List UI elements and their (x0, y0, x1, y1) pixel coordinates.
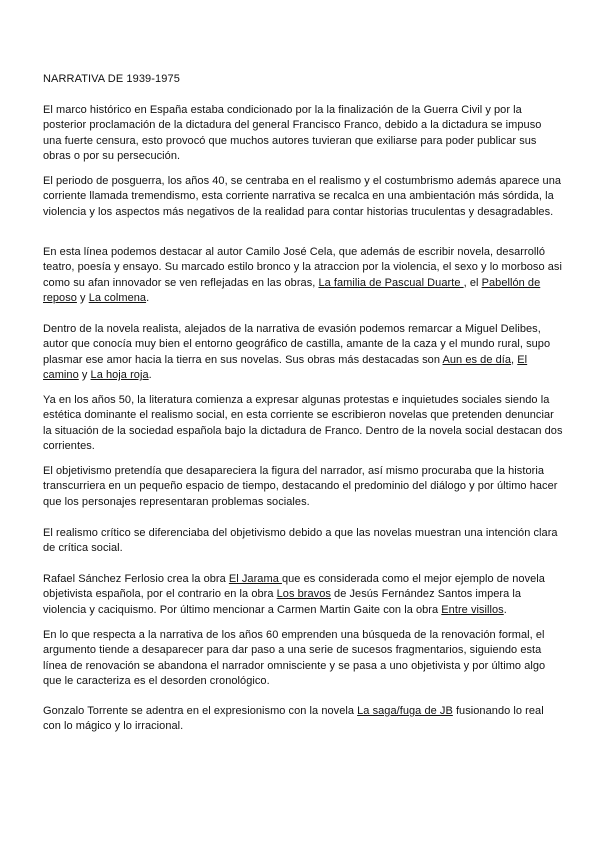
paragraph-text: . (148, 369, 152, 382)
work-title: Aun es de día (442, 353, 512, 366)
paragraph-text: Ya en los años 50, la literatura comienza a expresar algunas protestas e inquietudes sociales siendo la estética dominante el realismo social, en esta corriente se escribieron novelas que pretenden denunciar la situación de la sociedad española bajo la dictadura de Franco. Dentro de la novela social destacan dos corrientes. (43, 394, 563, 453)
paragraph-text: En esta línea podemos destacar al autor Camilo José Cela, que además de escribir novela, desarrolló teatro, poesía y ensayo. Su marcado estilo bronco y la atraccion por la violencia, el sexo y lo morboso asi como su afan innovador se ven reflejadas en las obras, (43, 246, 562, 289)
paragraph-text: El marco histórico en España estaba condicionado por la la finalización de la Guerra Civil y por la posterior proclamación de la dictadura del general Francisco Franco, debido a la dictadura se impuso una fuerte censura, esto provocó que muchos autores tuvieran que exiliarse para poder publicar sus obras o por su persecución. (43, 104, 542, 163)
paragraph-text: y (78, 369, 91, 382)
work-title: Los bravos (276, 588, 331, 601)
paragraph-text: Dentro de la novela realista, alejados de la narrativa de evasión podemos remarcar a Miguel Delibes, autor que conocía muy bien el entorno geográfico de castilla, amante de la caza y el mundo rural, supo plasmar ese amor hacia la tierra en sus novelas. Sus obras más destacadas son (43, 323, 551, 366)
paragraph-text: Gonzalo Torrente se adentra en el expresionismo con la novela (43, 705, 358, 717)
work-title: La saga/fuga de JB (357, 705, 453, 717)
paragraph (43, 572, 563, 618)
paragraph (43, 103, 563, 165)
paragraph (43, 322, 563, 384)
paragraph-text: . (146, 292, 150, 305)
paragraph-text: y (76, 292, 89, 305)
paragraph-text: , (511, 353, 518, 366)
paragraph-text: En lo que respecta a la narrativa de los años 60 emprenden una búsqueda de la renovación formal, el argumento tiende a desaparecer para dar paso a una serie de sucesos fragmentarios, siguiendo esta línea de renovación se abandona el narrador omnisciente y se pasa a uno objetivista y por último algo que le caracteriza es el desorden cronológico. (43, 629, 546, 688)
paragraph (43, 704, 563, 735)
work-title: La hoja roja (90, 369, 149, 382)
paragraph-text: que es considerada como el mejor ejemplo de novela objetivista española, por el contrario en la obra (43, 573, 545, 601)
paragraph-text: fusionando lo real con lo mágico y lo irracional. (43, 705, 544, 733)
paragraph-text: . (503, 603, 507, 616)
paragraph-text: El objetivismo pretendía que desapareciera la figura del narrador, así mismo procuraba que la historia transcurriera en un pequeño espacio de tiempo, destacando el predominio del diálogo y por último hacer que los personajes representaran problemas sociales. (43, 465, 558, 508)
paragraph-text: Rafael Sánchez Ferlosio crea la obra (43, 573, 229, 585)
paragraph (43, 628, 563, 690)
paragraph (43, 174, 563, 220)
work-title: La colmena (88, 292, 147, 305)
paragraph (43, 245, 563, 307)
work-title: El camino (43, 353, 528, 382)
work-title: Entre visillos (441, 603, 504, 616)
work-title: Pabellón de reposo (43, 276, 541, 305)
document-title: NARRATIVA DE 1939-1975 (43, 73, 180, 85)
work-title: La familia de Pascual Duarte (318, 276, 464, 289)
work-title: El Jarama (228, 573, 282, 585)
paragraph-text: de Jesús Fernández Santos impera la violencia y caciquismo. Por último mencionar a Carmen Martin Gaite con la obra (43, 588, 522, 616)
paragraph-text: , el (463, 276, 482, 289)
paragraph (43, 526, 563, 557)
paragraph-text: El realismo crítico se diferenciaba del objetivismo debido a que las novelas muestran una intención clara de crítica social. (43, 527, 558, 555)
paragraph-text: El periodo de posguerra, los años 40, se centraba en el realismo y el costumbrismo además aparece una corriente llamada tremendismo, esta corriente narrativa se recalca en una ambientación más sórdida, la violencia y los aspectos más negativos de la realidad para contar historias truculentas y desagradables. (43, 175, 562, 218)
paragraph (43, 393, 563, 455)
paragraph (43, 464, 563, 510)
